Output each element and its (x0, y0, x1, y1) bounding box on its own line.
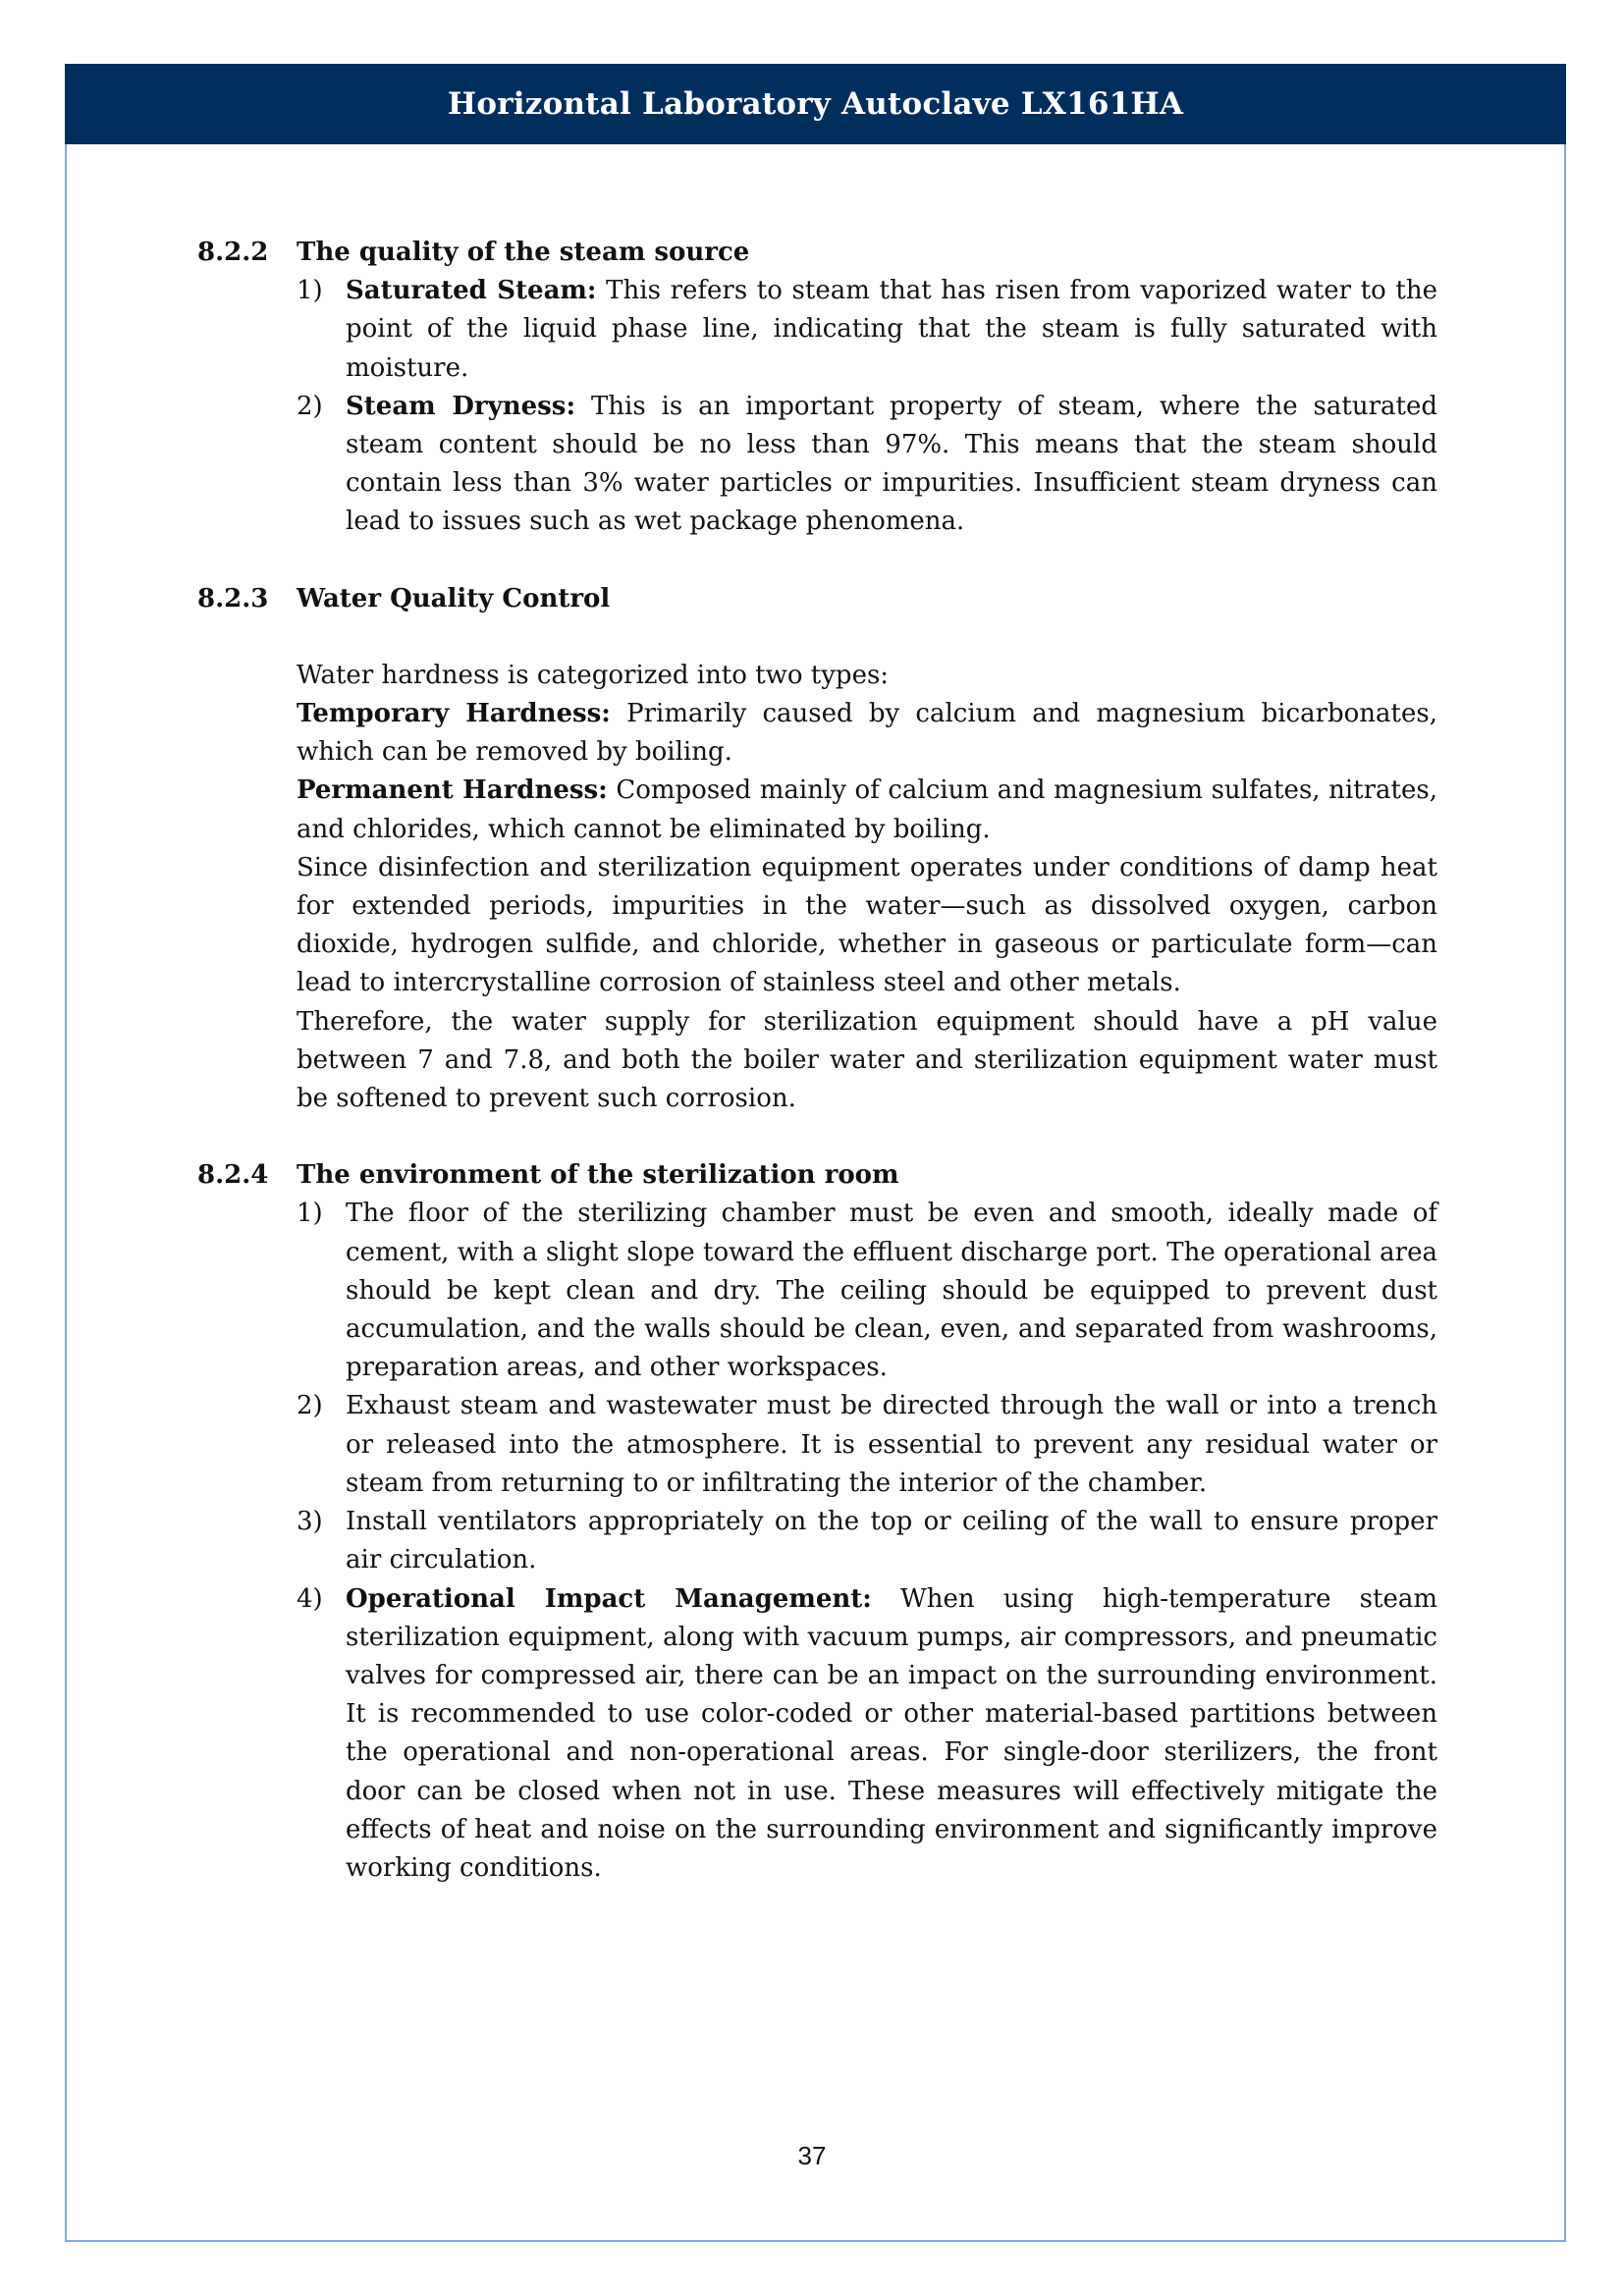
term-description: Composed mainly of calcium and magnesium sulfates, nitrates, and chlorides, which cannot be eliminated by boiling. (297, 775, 1437, 844)
term-description: Primarily caused by calcium and magnesium bicarbonates, which can be removed by boiling. (297, 699, 1437, 768)
section-heading (197, 234, 1437, 272)
ph-requirement-paragraph: Therefore, the water supply for sterilization equipment should have a pH value between 7 and 7.8, and both the boiler water and sterilization equipment water must be softened to prevent such corrosion. (297, 1006, 1437, 1114)
section-title: The quality of the steam source (297, 238, 750, 267)
list-item-number: 2) (297, 1391, 323, 1421)
section-title: Water Quality Control (297, 583, 611, 614)
list-item (297, 1503, 1437, 1579)
section-heading (197, 1156, 1437, 1195)
section-title: The environment of the sterilization room (297, 1160, 899, 1191)
list-item-number: 1) (297, 1199, 323, 1229)
list-item (297, 272, 1437, 388)
term-description: This is an important property of steam, where the saturated steam content should be no less than 97%. This means that the steam should contain less than 3% water particles or impurities. Insufficient steam dryness can lead to issues such as wet package phenomena. (346, 391, 1437, 537)
list-item-number: 3) (297, 1507, 323, 1537)
term-description: When using high-temperature steam sterilization equipment, along with vacuum pumps, air compressors, and pneumatic valves for compressed air, there can be an impact on the surrounding environment. It is recommended to use color-coded or other material-based partitions between the operational and non-operational areas. For single-door sterilizers, the front door can be closed when not in use. These measures will effectively mitigate the effects of heat and noise on the surrounding environment and significantly improve working conditions. (346, 1583, 1437, 1883)
list-item-text: Exhaust steam and wastewater must be directed through the wall or into a trench or released into the atmosphere. It is essential to prevent any residual water or steam from returning to or infiltrating the interior of the chamber. (346, 1391, 1437, 1498)
term-description: This refers to steam that has risen from vaporized water to the point of the liquid phase line, indicating that the steam is fully saturated with moisture. (346, 276, 1437, 383)
term-label: Permanent Hardness: (297, 775, 608, 806)
list-item-text (346, 272, 1437, 388)
list-item-number: 2) (297, 391, 323, 421)
document-header (65, 64, 1566, 144)
page-number: 37 (797, 2141, 827, 2170)
term-label: Saturated Steam: (346, 276, 597, 306)
section-heading (197, 580, 1437, 618)
section-number: 8.2.2 (197, 238, 269, 267)
section-number: 8.2.3 (197, 583, 269, 614)
list-item (297, 1580, 1437, 1889)
corrosion-paragraph: Since disinfection and sterilization equipment operates under conditions of damp heat for extended periods, impurities in the water—such as dissolved oxygen, carbon dioxide, hydrogen sulfide, and chloride, whether in gaseous or particulate form—can lead to intercrystalline corrosion of stainless steel and other metals. (297, 852, 1437, 998)
term-label: Temporary Hardness: (297, 699, 611, 729)
list-item (297, 388, 1437, 542)
term-label: Operational Impact Management: (346, 1583, 872, 1614)
sterilization-room-list (197, 1195, 1437, 1888)
temporary-hardness-paragraph (197, 695, 1437, 772)
document-title: Horizontal Laboratory Autoclave LX161HA (447, 86, 1184, 122)
list-item-number: 4) (297, 1583, 323, 1614)
list-item (297, 1195, 1437, 1387)
section-8-2-4 (197, 1156, 1437, 1888)
list-item-text (346, 1580, 1437, 1889)
steam-quality-list (197, 272, 1437, 541)
list-item-text: Install ventilators appropriately on the top or ceiling of the wall to ensure proper air circulation. (346, 1507, 1437, 1575)
term-label: Steam Dryness: (346, 391, 576, 421)
section-number: 8.2.4 (197, 1160, 269, 1191)
section-8-2-3 (197, 580, 1437, 1119)
list-item-text (346, 388, 1437, 542)
list-item-number: 1) (297, 276, 323, 306)
list-item-text: The floor of the sterilizing chamber must be even and smooth, ideally made of cement, with a slight slope toward the effluent discharge port. The operational area should be kept clean and dry. The ceiling should be equipped to prevent dust accumulation, and the walls should be clean, even, and separated from washrooms, preparation areas, and other workspaces. (346, 1199, 1437, 1383)
section-8-2-2 (197, 234, 1437, 542)
page-content (197, 234, 1437, 1888)
water-hardness-intro: Water hardness is categorized into two types: (297, 660, 890, 690)
permanent-hardness-paragraph (197, 772, 1437, 848)
list-item (297, 1387, 1437, 1503)
